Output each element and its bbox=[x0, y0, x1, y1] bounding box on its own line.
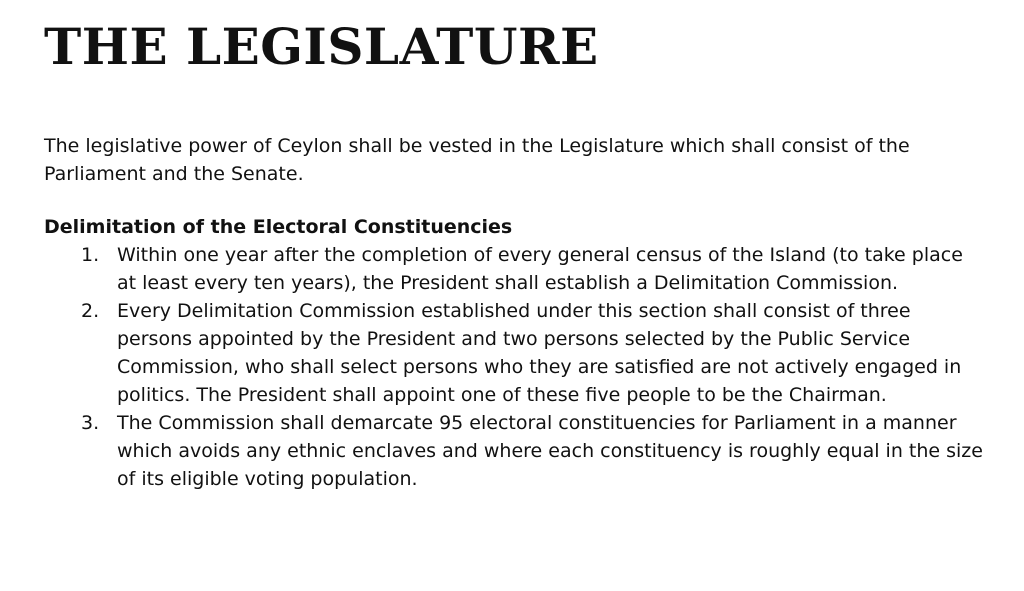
provisions-list bbox=[44, 241, 984, 493]
list-item-text: The Commission shall demarcate 95 electoral constituencies for Parliament in a manner which avoids any ethnic enclaves and where each constituency is roughly equal in the size of its eligible voting population. bbox=[117, 412, 983, 490]
list-item bbox=[44, 297, 984, 409]
list-item bbox=[44, 409, 984, 493]
section-heading: Delimitation of the Electoral Constituencies bbox=[44, 216, 513, 238]
list-item-number: 1. bbox=[81, 244, 100, 266]
list-item bbox=[44, 241, 984, 297]
page-title: THE LEGISLATURE bbox=[44, 17, 599, 76]
document-page bbox=[44, 18, 984, 493]
list-item-number: 3. bbox=[81, 412, 100, 434]
list-item-text: Every Delimitation Commission established under this section shall consist of three persons appointed by the President and two persons selected by the Public Service Commission, who shall select persons who they are satisfied are not actively engaged in politics. The President shall appoint one of these five people to be the Chairman. bbox=[117, 300, 962, 406]
list-item-number: 2. bbox=[81, 300, 100, 322]
list-item-text: Within one year after the completion of every general census of the Island (to take place at least every ten years), the President shall establish a Delimitation Commission. bbox=[117, 244, 963, 294]
intro-paragraph: The legislative power of Ceylon shall be vested in the Legislature which shall consist of the Parliament and the Senate. bbox=[44, 135, 910, 185]
